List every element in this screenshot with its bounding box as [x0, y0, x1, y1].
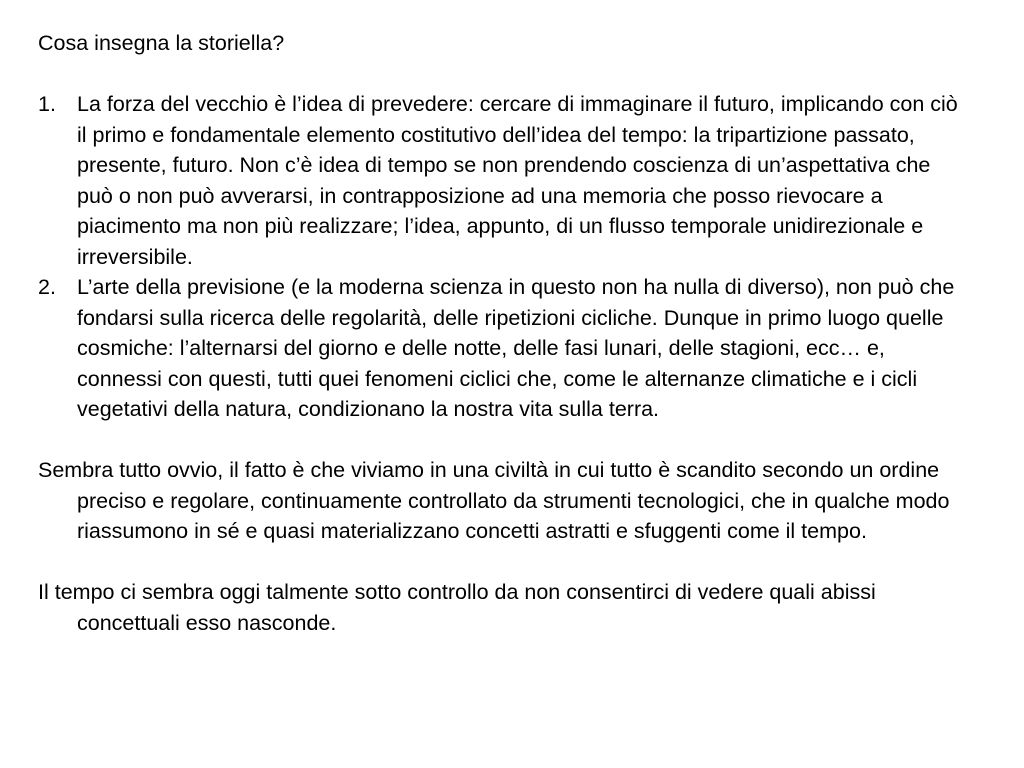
list-item [38, 89, 968, 272]
list-item [38, 272, 968, 425]
spacer [38, 547, 968, 578]
paragraph-civilization: Sembra tutto ovvio, il fatto è che viviamo in una civiltà in cui tutto è scandito secondo un ordine preciso e regolare, continuamente controllato da strumenti tecnologici, che in qualche modo riassumono in sé e quasi materializzano concetti astratti e sfuggenti come il tempo. [38, 458, 950, 543]
spacer [38, 425, 968, 456]
numbered-list [38, 89, 968, 425]
slide-heading: Cosa insegna la storiella? [38, 31, 285, 55]
list-item-text: L’arte della previsione (e la moderna scienza in questo non ha nulla di diverso), non può che fondarsi sulla ricerca delle regolarità, delle ripetizioni cicliche. Dunque in primo luogo quelle cosmiche: l’alternarsi del giorno e delle notte, delle fasi lunari, delle stagioni, ecc… e, connessi con questi, tutti quei fenomeni ciclici che, come le alternanze climatiche e i cicli vegetativi della natura, condizionano la nostra vita sulla terra. [77, 275, 955, 421]
list-item-text: La forza del vecchio è l’idea di prevedere: cercare di immaginare il futuro, implicando con ciò il primo e fondamentale elemento costitutivo dell’idea del tempo: la tripartizione passato, presente, futuro. Non c’è idea di tempo se non prendendo coscienza di un’aspettativa che può o non può avverarsi, in contrapposizione ad una memoria che posso rievocare a piacimento ma non più realizzare; l’idea, appunto, di un flusso temporale unidirezionale e irreversibile. [77, 92, 958, 269]
paragraph-conclusion: Il tempo ci sembra oggi talmente sotto controllo da non consentirci di vedere quali abissi concettuali esso nasconde. [38, 580, 876, 635]
list-item-number: 1. [38, 92, 56, 116]
list-item-number: 2. [38, 275, 56, 299]
